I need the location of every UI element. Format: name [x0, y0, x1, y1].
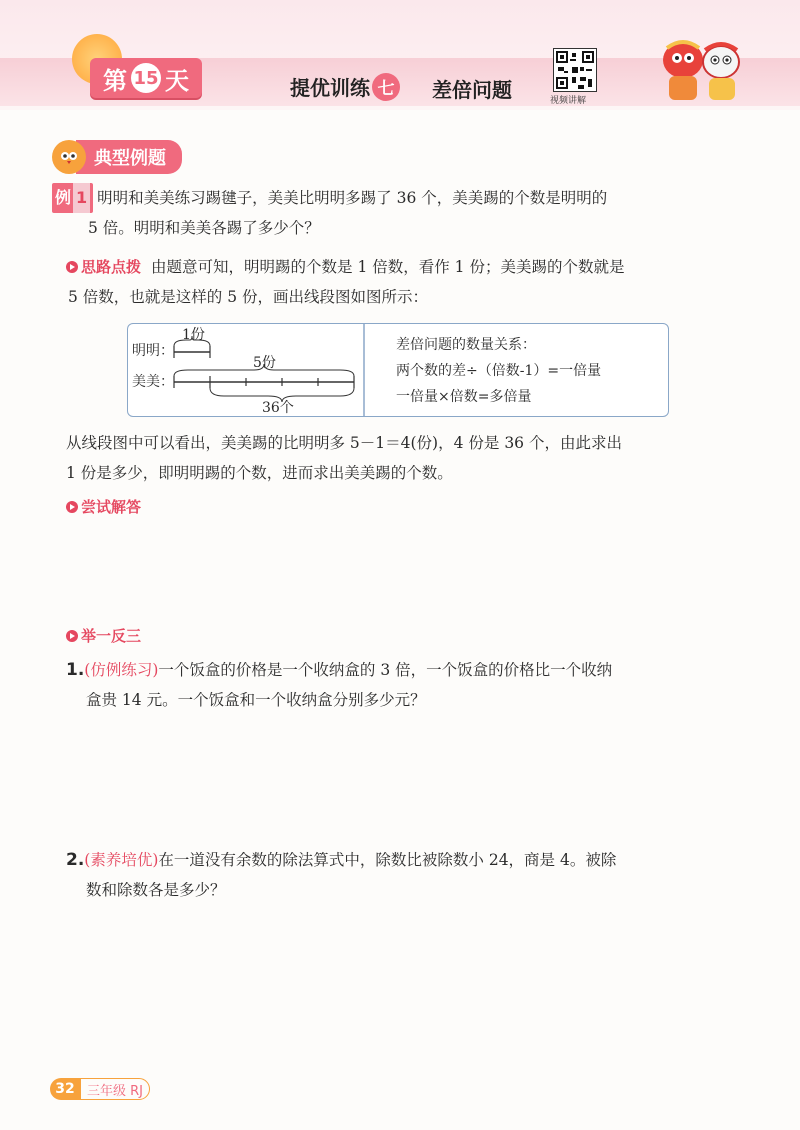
example-question	[52, 183, 752, 243]
play-icon	[66, 501, 78, 513]
one-part-label: 1份	[182, 327, 205, 343]
mingming-label: 明明：	[132, 343, 174, 359]
relation-2: 一倍量×倍数=多倍量	[396, 389, 532, 405]
analysis-line-1: 从线段图中可以看出，美美踢的比明明多 5－1＝4(份)，4 份是 36 个，由此求出	[66, 434, 622, 452]
relation-1: 两个数的差÷（倍数-1）=一倍量	[396, 363, 602, 379]
hint-line-1	[66, 252, 746, 282]
example-badge-text: 例	[55, 188, 72, 207]
example-badge	[52, 183, 93, 213]
qr-code-icon[interactable]	[553, 48, 597, 92]
section-tag	[52, 140, 202, 174]
question-1	[66, 655, 746, 715]
owl-icon	[52, 140, 86, 174]
question-text-1: 一个饭盒的价格是一个收纳盒的 3 倍，一个饭盒的价格比一个收纳	[158, 661, 613, 679]
day-prefix: 第	[103, 66, 127, 95]
question-number: 2.	[66, 850, 85, 870]
question-tag: (仿例练习)	[84, 661, 159, 679]
example-text-2: 5 倍。明明和美美各踢了多少个？	[88, 219, 320, 237]
section-label: 典型例题	[76, 140, 182, 174]
series-index: 七	[372, 73, 400, 101]
try-label: 尝试解答	[81, 498, 142, 516]
day-number: 15	[131, 63, 161, 93]
series-title-text: 提优训练	[290, 76, 370, 100]
try-heading	[66, 496, 141, 517]
question-2-line-1	[66, 845, 746, 875]
practice-heading	[66, 625, 141, 646]
page-header	[0, 0, 800, 110]
qr-label: 视频讲解	[550, 96, 587, 106]
play-icon	[66, 261, 78, 273]
page-number: 32	[50, 1078, 80, 1100]
example-number: 1	[73, 183, 90, 213]
question-1-line-1	[66, 655, 746, 685]
grade-label: 三年级 RJ	[80, 1078, 150, 1100]
day-badge	[90, 58, 202, 98]
lion-dance-mascot-icon	[655, 32, 745, 108]
question-text-2: 数和除数各是多少？	[86, 881, 226, 899]
question-number: 1.	[66, 660, 85, 680]
hint-text-1: 由题意可知，明明踢的个数是 1 倍数，看作 1 份；美美踢的个数就是	[151, 258, 625, 276]
analysis-line-2: 1 份是多少，即明明踢的个数，进而求出美美踢的个数。	[66, 464, 453, 482]
question-tag: (素养培优)	[84, 851, 159, 869]
question-text-2: 盒贵 14 元。一个饭盒和一个收纳盒分别多少元？	[86, 691, 426, 709]
hint-tag-text: 思路点拨	[81, 258, 142, 276]
example-line-1	[52, 183, 752, 213]
series-title	[290, 72, 400, 101]
question-text-1: 在一道没有余数的除法算式中，除数比被除数小 24，商是 4。被除	[158, 851, 617, 869]
line-segment-diagram	[127, 323, 669, 417]
play-icon	[66, 630, 78, 642]
hint-tag	[66, 258, 141, 276]
meimei-label: 美美：	[132, 374, 174, 390]
difference-label: 36个	[262, 400, 294, 416]
example-text-1: 明明和美美练习踢毽子，美美比明明多踢了 36 个，美美踢的个数是明明的	[97, 189, 608, 207]
hint-text-2: 5 倍数，也就是这样的 5 份，画出线段图如图所示：	[68, 288, 429, 306]
relation-title: 差倍问题的数量关系：	[396, 337, 536, 353]
practice-label: 举一反三	[81, 627, 142, 645]
question-2	[66, 845, 746, 905]
hint-block	[66, 252, 746, 312]
topic-title: 差倍问题	[432, 78, 512, 102]
five-parts-label: 5份	[253, 355, 276, 371]
day-suffix: 天	[165, 66, 189, 95]
analysis-block	[66, 428, 746, 488]
